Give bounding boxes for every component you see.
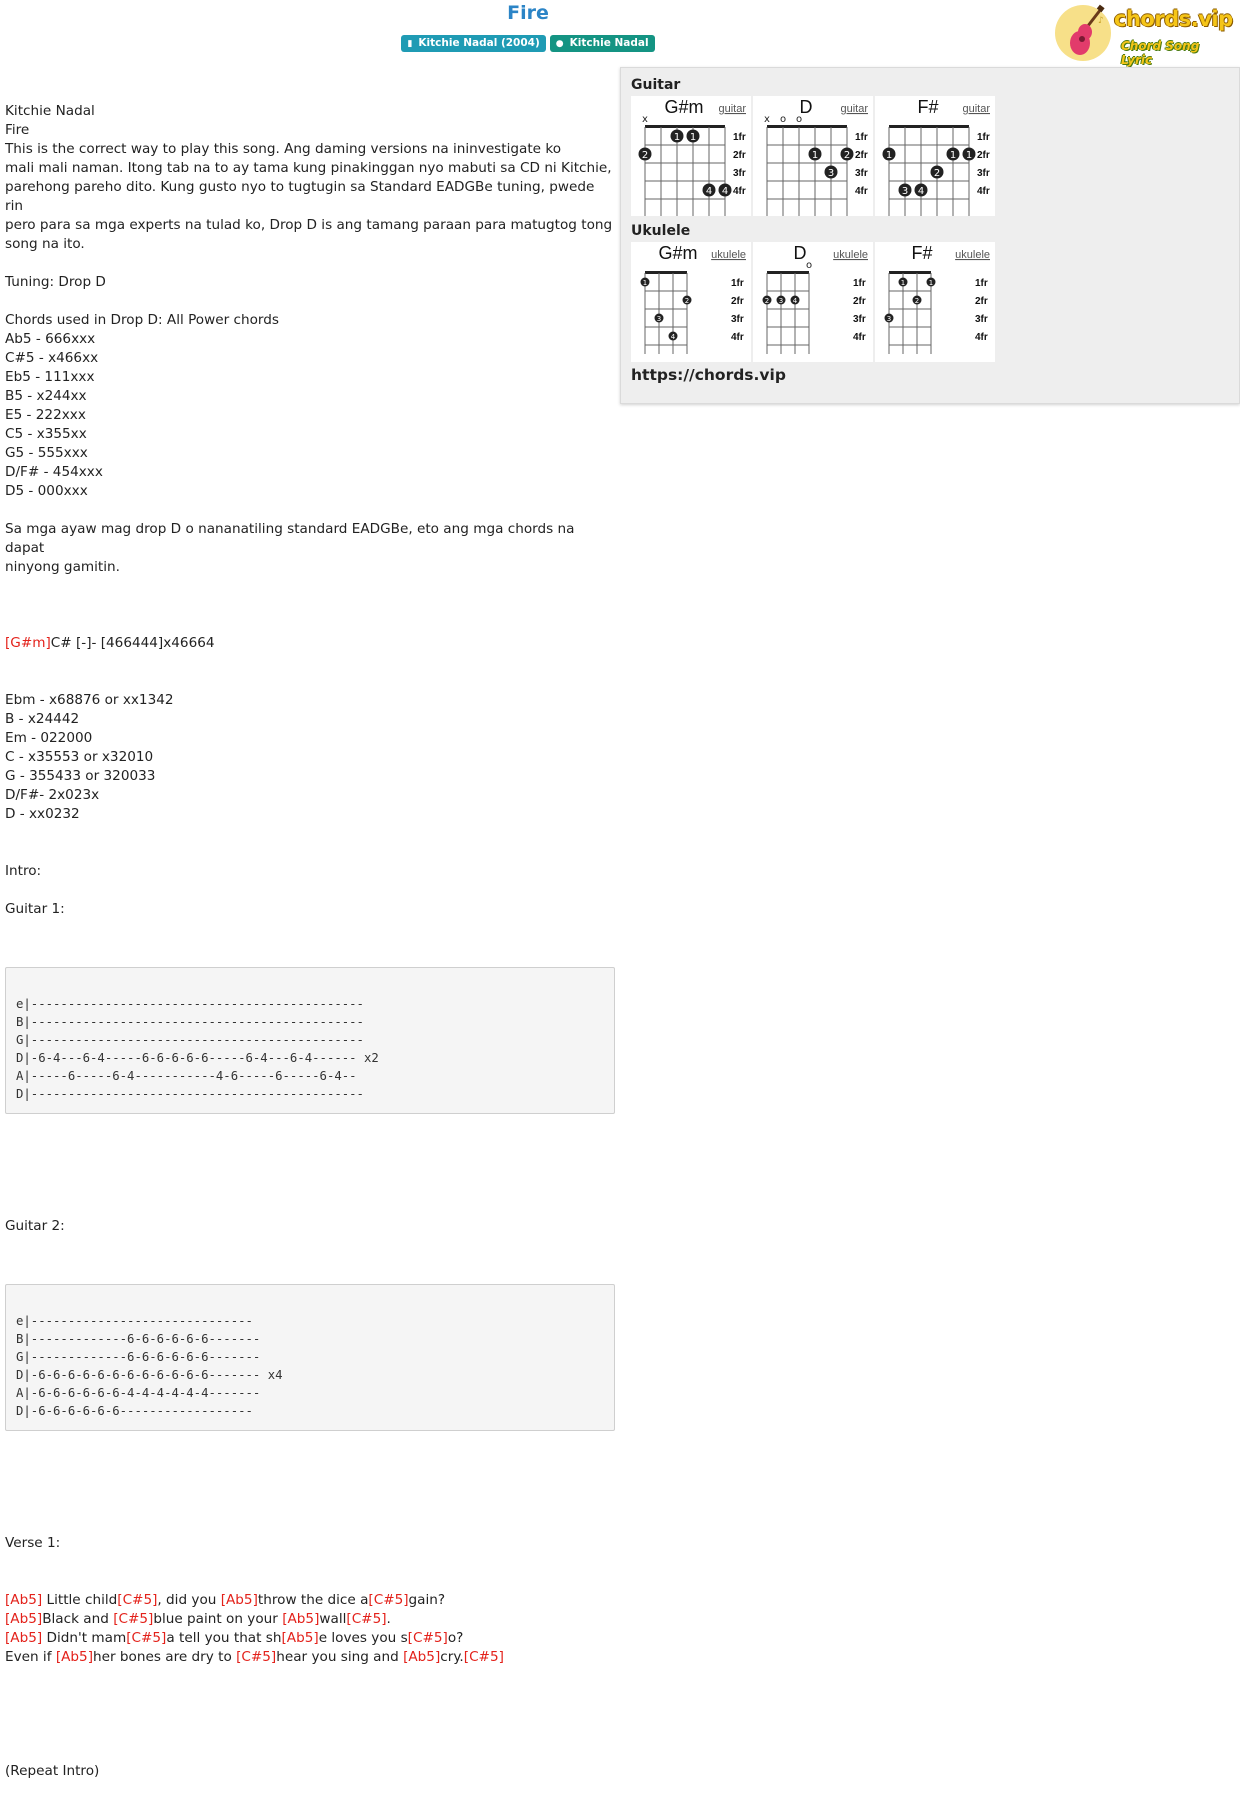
chord-link[interactable]: [G#m]	[5, 635, 51, 651]
finger-number: 3	[886, 315, 892, 323]
finger-number: 1	[928, 279, 934, 287]
text-line: Chords used in Drop D: All Power chords	[5, 312, 279, 328]
svg-text:♪: ♪	[1098, 16, 1104, 26]
finger-number: 4	[792, 297, 798, 305]
lyric-text: , did you	[157, 1592, 221, 1608]
instrument-link[interactable]: guitar	[962, 103, 990, 115]
tab-line: e|------------------------------	[16, 1314, 253, 1328]
book-icon: ▮	[407, 39, 413, 49]
text-line: B5 - x244xx	[5, 388, 87, 404]
text-line: Em - 022000	[5, 730, 93, 746]
fret-label: 1fr	[733, 132, 746, 143]
fret-label: 2fr	[855, 150, 868, 161]
text-line: This is the correct way to play this song. Ang daming versions na ininvestigate ko	[5, 141, 562, 157]
chord-link[interactable]: [Ab5]	[55, 1649, 94, 1665]
finger-number: 1	[811, 150, 819, 161]
lyric-line	[5, 1629, 615, 1648]
chord-link[interactable]: [C#5]	[463, 1649, 504, 1665]
ukulele-section-label: Ukulele	[631, 223, 691, 239]
string-marker: o	[779, 114, 787, 125]
chord-name: F#	[911, 243, 933, 263]
chord-diagram-panel	[620, 67, 1240, 404]
lyric-text: Didn't mam	[42, 1630, 127, 1646]
tab-line: e|---------------------------------------------	[16, 997, 364, 1011]
chord-link[interactable]: [Ab5]	[282, 1611, 320, 1627]
fret-label: 1fr	[855, 132, 868, 143]
string-marker: x	[764, 114, 770, 125]
finger-number: 1	[673, 132, 681, 143]
text-line: C5 - x355xx	[5, 426, 87, 442]
text-line: C - x35553 or x32010	[5, 749, 154, 765]
text-line: Eb5 - 111xxx	[5, 369, 95, 385]
site-url[interactable]: https://chords.vip	[631, 366, 786, 384]
song-badges	[0, 35, 1056, 52]
text-line: D5 - 000xxx	[5, 483, 88, 499]
tab-line: D|-6-6-6-6-6-6-6-6-6-6-6-6------- x4	[16, 1368, 283, 1382]
fret-label: 2fr	[977, 150, 990, 161]
text-line: C#5 - x466xx	[5, 350, 99, 366]
finger-number: 4	[721, 186, 729, 197]
standard-chords-list	[5, 691, 615, 919]
tab-guitar-1	[5, 967, 615, 1114]
chord-link[interactable]: [Ab5]	[220, 1592, 258, 1608]
tab-guitar-2	[5, 1284, 615, 1431]
text-line: song na ito.	[5, 236, 85, 252]
album-badge[interactable]	[401, 35, 545, 52]
lyric-text: a tell you that sh	[166, 1630, 282, 1646]
tab-line: B|---------------------------------------------	[16, 1015, 364, 1029]
ukulele-chord-1[interactable]	[631, 242, 751, 362]
chord-link[interactable]: [C#5]	[126, 1630, 167, 1646]
chord-link[interactable]: [Ab5]	[5, 1630, 43, 1646]
guitar-2-label: Guitar 2:	[5, 1218, 65, 1234]
chord-link[interactable]: [Ab5]	[403, 1649, 441, 1665]
fret-label: 3fr	[977, 168, 990, 179]
finger-number: 1	[949, 150, 957, 161]
text-line: Ebm - x68876 or xx1342	[5, 692, 174, 708]
instrument-link[interactable]: ukulele	[833, 249, 868, 261]
text-line: B - x24442	[5, 711, 80, 727]
fret-label: 4fr	[975, 332, 988, 343]
guitar-chord-1[interactable]	[631, 96, 751, 216]
text-line: Sa mga ayaw mag drop D o nananatiling standard EADGBe, eto ang mga chords na dapat	[5, 521, 579, 556]
fret-label: 3fr	[855, 168, 868, 179]
finger-number: 2	[684, 297, 690, 305]
finger-number: 1	[642, 279, 648, 287]
tab-line: B|-------------6-6-6-6-6-6-------	[16, 1332, 261, 1346]
text-line	[5, 254, 615, 273]
chord-link[interactable]: [Ab5]	[5, 1611, 43, 1627]
chord-name: D	[799, 97, 813, 117]
tab-line: D|---------------------------------------------	[16, 1087, 364, 1101]
finger-number: 1	[965, 150, 973, 161]
guitar-section-label: Guitar	[631, 77, 681, 93]
spacer	[5, 1477, 615, 1496]
chord-link[interactable]: [C#5]	[113, 1611, 154, 1627]
tab-line: D|-6-6-6-6-6-6------------------	[16, 1404, 253, 1418]
lyric-line	[5, 1610, 615, 1629]
chord-name: F#	[917, 97, 939, 117]
finger-number: 4	[705, 186, 713, 197]
logo-tagline: Chord Song Lyric	[1121, 39, 1200, 67]
finger-number: 2	[641, 150, 649, 161]
fret-label: 3fr	[733, 168, 746, 179]
lyric-text: o?	[447, 1630, 464, 1646]
artist-badge-label: Kitchie Nadal	[569, 37, 649, 49]
fret-label: 3fr	[731, 314, 744, 325]
text-line: parehong pareho dito. Kung gusto nyo to tugtugin sa Standard EADGBe tuning, pwede rin	[5, 179, 599, 214]
chord-link[interactable]: [C#5]	[236, 1649, 277, 1665]
finger-number: 4	[917, 186, 925, 197]
string-marker: o	[805, 260, 813, 271]
lyric-text: Little child	[42, 1592, 118, 1608]
finger-number: 3	[778, 297, 784, 305]
guitar-chord-2[interactable]	[753, 96, 873, 216]
fret-label: 2fr	[731, 296, 744, 307]
text-line: mali mali naman. Itong tab na to ay tama kung pinakinggan nyo mabuti sa CD ni Kitchie,	[5, 160, 612, 176]
fret-label: 4fr	[977, 186, 990, 197]
chord-link[interactable]: [Ab5]	[5, 1592, 43, 1608]
verse-lyrics	[5, 1591, 615, 1667]
lyric-line	[5, 1648, 615, 1667]
text-line	[5, 577, 615, 596]
chord-link[interactable]: [C#5]	[368, 1592, 409, 1608]
text-line: Intro:	[5, 863, 42, 879]
song-title: Fire	[507, 2, 549, 24]
logo-name: chords.vip	[1114, 7, 1233, 31]
chord-name: G#m	[664, 97, 704, 117]
lyric-text: Black and	[42, 1611, 114, 1627]
repeat-label: (Repeat Intro)	[5, 1763, 100, 1779]
album-badge-label: Kitchie Nadal (2004)	[418, 37, 540, 49]
lyric-text: e loves you s	[318, 1630, 408, 1646]
intro-notes	[5, 102, 615, 596]
fret-label: 2fr	[733, 150, 746, 161]
lyric-text: Even if	[5, 1649, 56, 1665]
guitar-chord-3[interactable]	[875, 96, 995, 216]
finger-number: 2	[764, 297, 770, 305]
gm-line-text: C# [-]- [466444]x46664	[50, 635, 215, 651]
finger-number: 3	[827, 168, 835, 179]
lyric-text: wall	[319, 1611, 347, 1627]
text-line	[5, 292, 615, 311]
lyric-text: .	[386, 1611, 391, 1627]
finger-number: 1	[885, 150, 893, 161]
verse-label: Verse 1:	[5, 1535, 61, 1551]
text-line	[5, 501, 615, 520]
fret-label: 4fr	[855, 186, 868, 197]
text-line: pero para sa mga experts na tulad ko, Drop D is ang tamang paraan para matugtog tong	[5, 217, 613, 233]
chord-link[interactable]: [C#5]	[346, 1611, 387, 1627]
instrument-link[interactable]: guitar	[718, 103, 746, 115]
fret-label: 1fr	[731, 278, 744, 289]
chord-link[interactable]: [C#5]	[407, 1630, 448, 1646]
lyric-text: gain?	[408, 1592, 446, 1608]
spacer	[5, 1160, 615, 1179]
guitar-logo-icon	[1054, 3, 1114, 63]
fret-label: 2fr	[975, 296, 988, 307]
text-line	[5, 843, 615, 862]
fret-label: 1fr	[975, 278, 988, 289]
lyric-text: hear you sing and	[276, 1649, 404, 1665]
text-line: D/F#- 2x023x	[5, 787, 100, 803]
song-content	[5, 64, 615, 1800]
finger-number: 2	[843, 150, 851, 161]
text-line: ninyong gamitin.	[5, 559, 120, 575]
text-line: Kitchie Nadal	[5, 103, 95, 119]
fret-label: 3fr	[853, 314, 866, 325]
text-line: G - 355433 or 320033	[5, 768, 156, 784]
finger-number: 4	[670, 333, 676, 341]
chord-name: D	[793, 243, 807, 263]
user-icon: ●	[555, 39, 564, 49]
text-line: Fire	[5, 122, 30, 138]
tab-line: A|-6-6-6-6-6-6-4-4-4-4-4-4-------	[16, 1386, 261, 1400]
finger-number: 2	[933, 168, 941, 179]
fret-label: 4fr	[733, 186, 746, 197]
text-line: Guitar 1:	[5, 901, 65, 917]
finger-number: 1	[900, 279, 906, 287]
text-line	[5, 824, 615, 843]
chord-link[interactable]: [C#5]	[117, 1592, 158, 1608]
tab-line: G|---------------------------------------------	[16, 1033, 364, 1047]
lyric-text: blue paint on your	[153, 1611, 283, 1627]
text-line: Tuning: Drop D	[5, 274, 106, 290]
lyric-text: cry.	[440, 1649, 464, 1665]
fret-label: 1fr	[853, 278, 866, 289]
lyric-text: her bones are dry to	[93, 1649, 237, 1665]
text-line: G5 - 555xxx	[5, 445, 88, 461]
finger-number: 1	[689, 132, 697, 143]
gm-chord-line	[5, 634, 615, 653]
chord-link[interactable]: [Ab5]	[281, 1630, 319, 1646]
fret-label: 1fr	[977, 132, 990, 143]
lyric-line	[5, 1591, 615, 1610]
finger-number: 3	[656, 315, 662, 323]
fret-label: 4fr	[853, 332, 866, 343]
instrument-link[interactable]: ukulele	[711, 249, 746, 261]
chord-name: G#m	[658, 243, 698, 263]
string-marker: x	[642, 114, 648, 125]
instrument-link[interactable]: guitar	[840, 103, 868, 115]
text-line: D/F# - 454xxx	[5, 464, 103, 480]
tab-line: A|-----6-----6-4-----------4-6-----6-----6-4--	[16, 1069, 357, 1083]
spacer	[5, 1705, 615, 1724]
text-line: Ab5 - 666xxx	[5, 331, 96, 347]
lyric-text: throw the dice a	[257, 1592, 369, 1608]
artist-badge[interactable]	[550, 35, 655, 52]
string-marker: o	[795, 114, 803, 125]
fret-label: 4fr	[731, 332, 744, 343]
tab-line: D|-6-4---6-4-----6-6-6-6-6-----6-4---6-4------ x2	[16, 1051, 379, 1065]
text-line	[5, 881, 615, 900]
text-line: E5 - 222xxx	[5, 407, 86, 423]
finger-number: 2	[914, 297, 920, 305]
tab-line: G|-------------6-6-6-6-6-6-------	[16, 1350, 261, 1364]
text-line: D - xx0232	[5, 806, 80, 822]
instrument-link[interactable]: ukulele	[955, 249, 990, 261]
finger-number: 3	[901, 186, 909, 197]
ukulele-chord-2[interactable]	[753, 242, 873, 362]
fret-label: 3fr	[975, 314, 988, 325]
ukulele-chord-3[interactable]	[875, 242, 995, 362]
site-logo[interactable]	[1054, 3, 1234, 67]
fret-label: 2fr	[853, 296, 866, 307]
